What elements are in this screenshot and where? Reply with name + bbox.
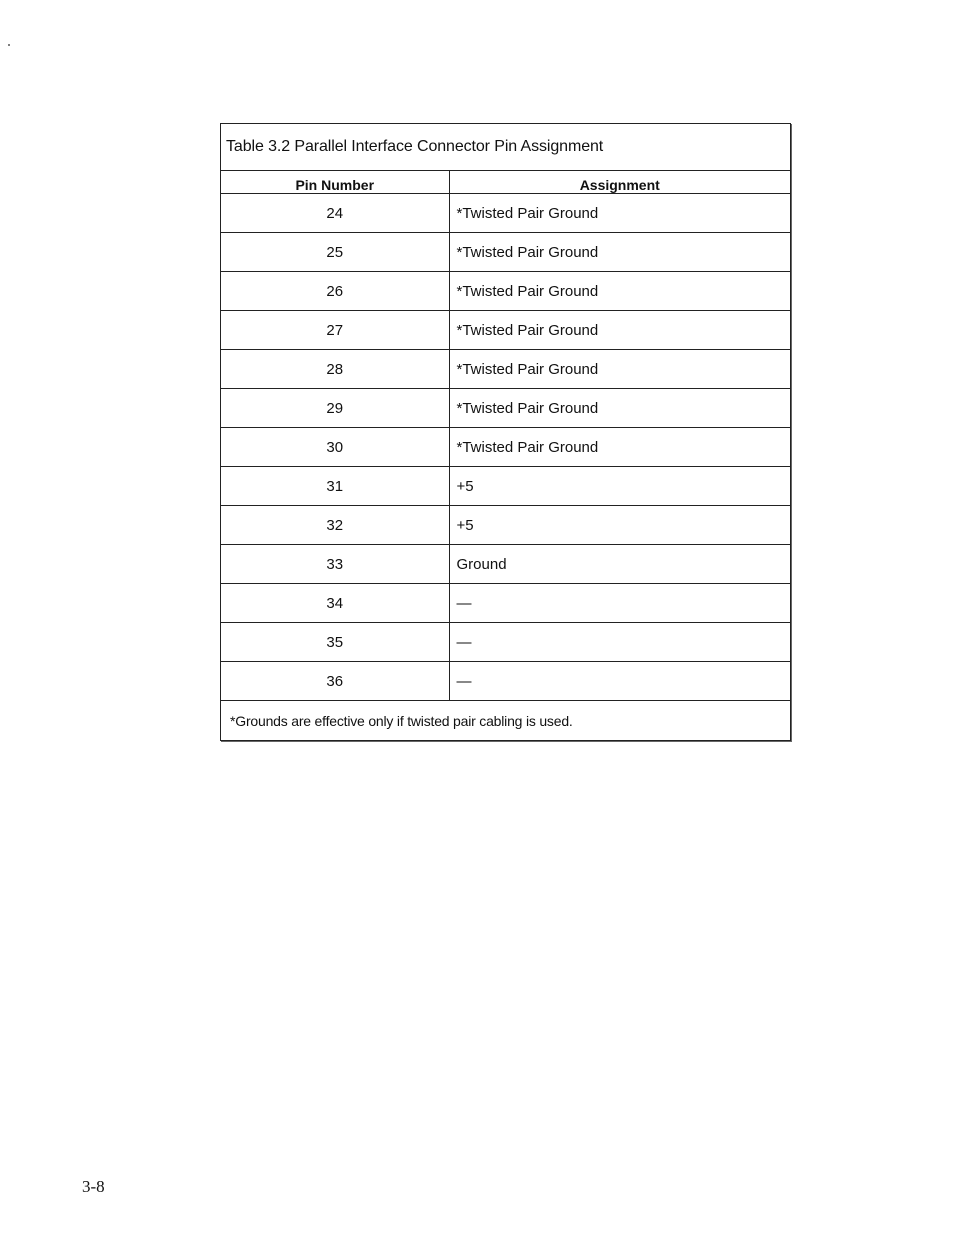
assignment-cell: *Twisted Pair Ground	[449, 428, 790, 467]
table-body	[221, 194, 790, 701]
assignment-cell: *Twisted Pair Ground	[449, 194, 790, 233]
scan-speck	[8, 44, 10, 46]
pin-number-cell: 24	[221, 194, 449, 233]
pin-number-cell: 32	[221, 506, 449, 545]
pin-number-cell: 33	[221, 545, 449, 584]
assignment-cell: *Twisted Pair Ground	[449, 350, 790, 389]
header-assignment: Assignment	[449, 171, 790, 194]
table-row	[221, 662, 790, 701]
table-row	[221, 506, 790, 545]
table-row	[221, 545, 790, 584]
assignment-cell: Ground	[449, 545, 790, 584]
table-row	[221, 311, 790, 350]
table-row	[221, 584, 790, 623]
table-row	[221, 467, 790, 506]
pin-table-grid	[221, 171, 790, 701]
assignment-cell: *Twisted Pair Ground	[449, 389, 790, 428]
pin-number-cell: 27	[221, 311, 449, 350]
pin-number-cell: 28	[221, 350, 449, 389]
assignment-cell: —	[449, 662, 790, 701]
pin-number-cell: 30	[221, 428, 449, 467]
table-row	[221, 623, 790, 662]
table-row	[221, 389, 790, 428]
table-footnote: *Grounds are effective only if twisted pair cabling is used.	[230, 713, 573, 729]
header-pin-number: Pin Number	[221, 171, 449, 194]
table-row	[221, 428, 790, 467]
table-row	[221, 272, 790, 311]
pin-number-cell: 29	[221, 389, 449, 428]
table-header-row	[221, 171, 790, 194]
assignment-cell: +5	[449, 506, 790, 545]
pin-assignment-table	[220, 123, 791, 741]
table-row	[221, 350, 790, 389]
page-number: 3-8	[82, 1177, 105, 1196]
table-row	[221, 194, 790, 233]
pin-number-cell: 34	[221, 584, 449, 623]
pin-number-cell: 25	[221, 233, 449, 272]
assignment-cell: —	[449, 623, 790, 662]
table-row	[221, 233, 790, 272]
table-caption: Table 3.2 Parallel Interface Connector Pin Assignment	[221, 124, 790, 171]
pin-number-cell: 35	[221, 623, 449, 662]
assignment-cell: +5	[449, 467, 790, 506]
assignment-cell: *Twisted Pair Ground	[449, 272, 790, 311]
pin-number-cell: 36	[221, 662, 449, 701]
assignment-cell: —	[449, 584, 790, 623]
assignment-cell: *Twisted Pair Ground	[449, 233, 790, 272]
pin-number-cell: 26	[221, 272, 449, 311]
assignment-cell: *Twisted Pair Ground	[449, 311, 790, 350]
pin-number-cell: 31	[221, 467, 449, 506]
